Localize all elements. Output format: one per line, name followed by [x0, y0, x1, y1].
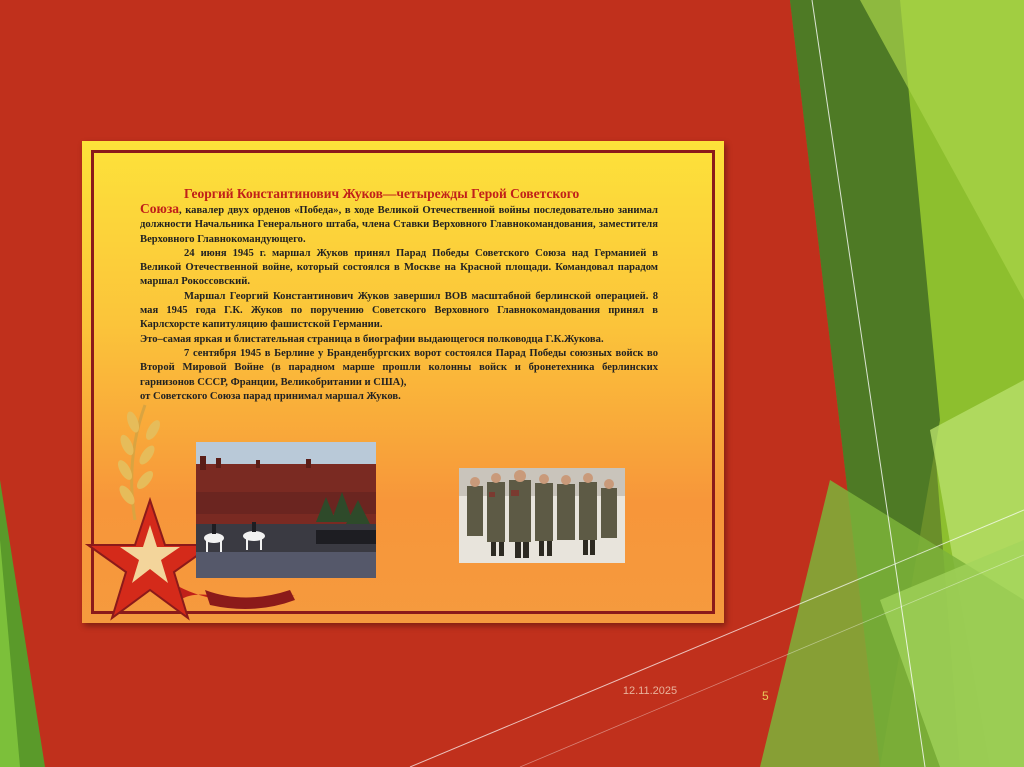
heading-line: Георгий Константинович Жуков—четырежды Герой Советского	[184, 186, 580, 201]
paragraph-4: Это–самая яркая и блистательная страница в биографии выдающегося полководца Г.К.Жукова.	[140, 333, 604, 345]
heading-souz: Союза	[140, 201, 179, 216]
paragraph-3: Маршал Георгий Константинович Жуков завершил ВОВ масштабной берлинской операцией. 8 мая 1945 года Г.К. Жуков по поручению Советского Верховного Главнокомандования принял в Карлсхорсте капитуляцию фашистской Германии.	[140, 290, 658, 331]
paragraph-2: 24 июня 1945 г. маршал Жуков принял Парад Победы Советского Союза над Германией в Великой Отечественной войне, который состоялся в Москве на Красной площади. Командовал парадом маршал Рокоссовский.	[140, 247, 658, 288]
paragraph-1	[140, 202, 658, 247]
red-square-parade-photo	[196, 442, 376, 578]
body-text	[140, 185, 658, 404]
paragraph-6: от Советского Союза парад принимал маршал Жуков.	[140, 390, 401, 402]
paragraph-5: 7 сентября 1945 в Берлине у Бранденбургских ворот состоялся Парад Победы союзных войск во Второй Мировой Войне (в парадном марше прошли колонны войск и бронетехника берлинских гарнизонов СССР, Франции, Великобритании и США),	[140, 347, 658, 388]
slide-date: 12.11.2025	[622, 685, 678, 697]
paragraph-1-text: , кавалер двух орденов «Победа», в ходе Великой Отечественной войны последовательно занимал должности Начальника Генерального штаба, члена Ставки Верховного Главнокомандования, заместителя Верховного Главнокомандующего.	[140, 205, 658, 245]
slide-number: 5	[762, 689, 769, 703]
marshals-group-photo	[459, 468, 625, 563]
